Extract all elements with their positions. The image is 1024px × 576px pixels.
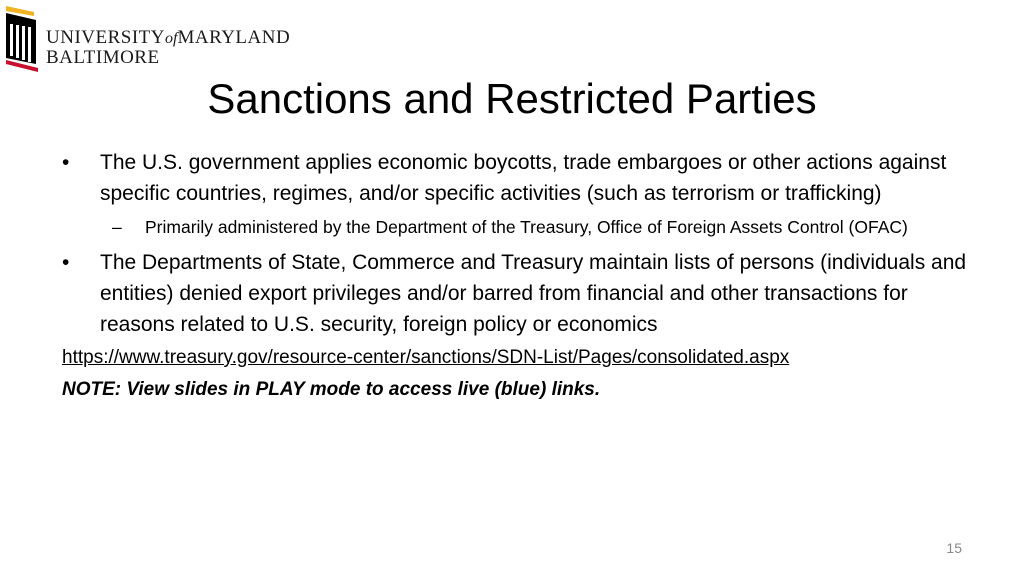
sub-bullet-marker: – <box>112 217 122 237</box>
sub-bullet-item <box>62 213 972 241</box>
bullet-item-1 <box>62 147 972 209</box>
logo-maryland: MARYLAND <box>177 27 291 48</box>
bullet-marker: • <box>62 251 70 274</box>
play-mode-note: NOTE: View slides in PLAY mode to access live (blue) links. <box>62 379 601 400</box>
logo-baltimore: BALTIMORE <box>46 47 160 68</box>
page-number: 15 <box>946 540 962 556</box>
logo-university: UNIVERSITY <box>46 27 165 48</box>
bullet-text: The U.S. government applies economic boycotts, trade embargoes or other actions against specific countries, regimes, and/or specific activities (such as terrorism or trafficking) <box>100 151 947 205</box>
slide-title: Sanctions and Restricted Parties <box>207 75 817 122</box>
sub-bullet-text: Primarily administered by the Department of the Treasury, Office of Foreign Assets Control (OFAC) <box>145 217 908 237</box>
bullet-text: The Departments of State, Commerce and Treasury maintain lists of persons (individuals and entities) denied export privileges and/or barred from financial and other transactions for reasons related to U.S. security, foreign policy or economics <box>100 251 967 336</box>
university-shield-icon <box>4 2 44 74</box>
bullet-item-2 <box>62 247 972 340</box>
bullet-marker: • <box>62 151 70 174</box>
university-logo <box>4 2 304 74</box>
logo-line-1 <box>46 28 290 47</box>
logo-of: of <box>165 30 178 47</box>
slide-body <box>62 147 972 404</box>
sdn-list-link[interactable]: https://www.treasury.gov/resource-center/sanctions/SDN-List/Pages/consolidated.aspx <box>62 347 790 368</box>
logo-wordmark <box>46 28 290 67</box>
